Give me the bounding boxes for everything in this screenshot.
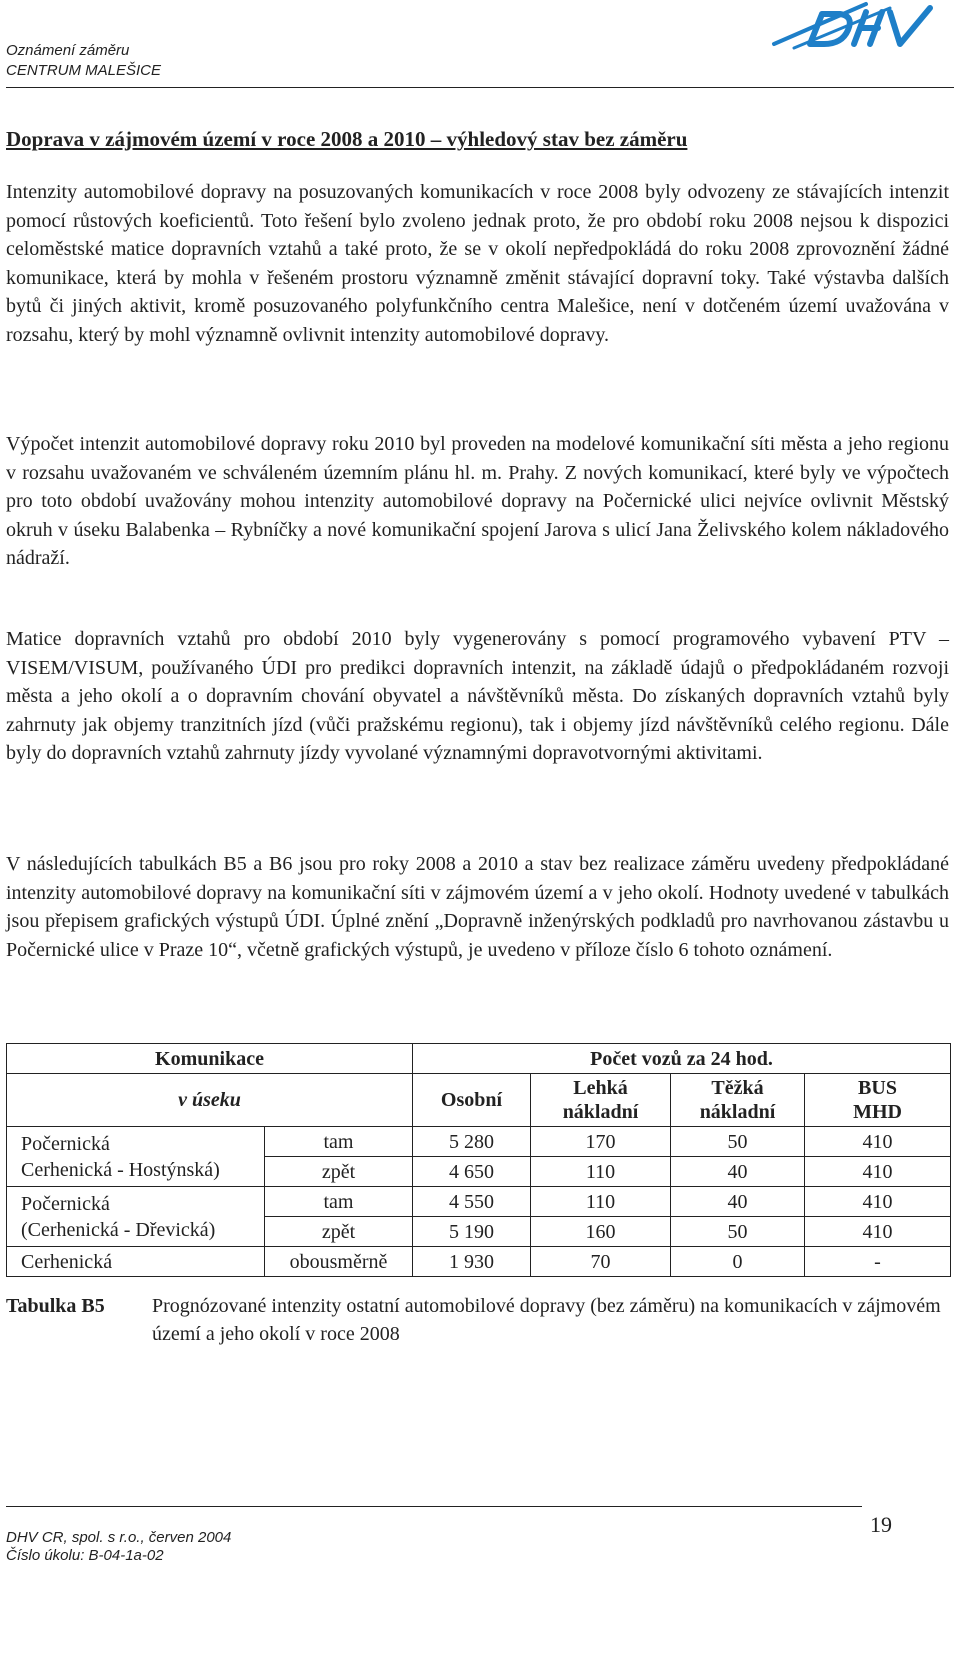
footer-text <box>6 1529 231 1565</box>
table-header-row-1 <box>7 1044 951 1074</box>
tezka-cell: 40 <box>671 1187 805 1217</box>
road-name-line2: (Cerhenická - Dřevická) <box>21 1218 216 1241</box>
footer-line-2: Číslo úkolu: B-04-1a-02 <box>6 1547 164 1564</box>
header-tezka-line1: Těžká <box>711 1077 764 1099</box>
header-bus <box>805 1074 951 1127</box>
paragraph-4: V následujících tabulkách B5 a B6 jsou pro roky 2008 a 2010 a stav bez realizace záměru uvedeny předpokládané intenzity automobilové dopravy na komunikační síti v zájmovém území a v jeho okolí. Hodnoty uvedené v tabulkách jsou přepisem grafických výstupů ÚDI. Úplné znění „Dopravně inženýrských podkladů pro navrhovanou zástavbu u Počernické ulice v Praze 10“, včetně grafických výstupů, je uvedeno v příloze číslo 6 tohoto oznámení. <box>6 853 949 961</box>
page-header <box>6 0 954 90</box>
tezka-cell: 40 <box>671 1157 805 1187</box>
road-name: Cerhenická <box>7 1247 265 1277</box>
lehka-cell: 110 <box>531 1187 671 1217</box>
lehka-cell: 160 <box>531 1217 671 1247</box>
caption-text: Prognózované intenzity ostatní automobilové dopravy (bez záměru) na komunikacích v zájmovém území a jeho okolí v roce 2008 <box>152 1295 941 1345</box>
direction-cell: obousměrně <box>265 1247 413 1277</box>
tezka-cell: 50 <box>671 1127 805 1157</box>
bus-cell: 410 <box>805 1127 951 1157</box>
table-row <box>7 1187 951 1217</box>
header-lehka <box>531 1074 671 1127</box>
footer-line-1: DHV CR, spol. s r.o., červen 2004 <box>6 1529 232 1546</box>
lehka-cell: 110 <box>531 1157 671 1187</box>
road-name-line1: Počernická <box>21 1132 110 1155</box>
osobni-cell: 4 550 <box>413 1187 531 1217</box>
header-v-useku: v úseku <box>7 1074 413 1127</box>
tezka-cell: 0 <box>671 1247 805 1277</box>
paragraph-1: Intenzity automobilové dopravy na posuzovaných komunikacích v roce 2008 byly odvozeny ze stávajících intenzit pomocí růstových koeficientů. Toto řešení bylo zvoleno jednak proto, že pro období roku 2008 nejsou k dispozici celoměstské matice dopravních vztahů a také proto, že se v okolí nepředpokládá do roku 2008 zprovoznění žádné komunikace, která by mohla v řešeném prostoru významně změnit stávající dopravní toky. Také výstavba dalších bytů či jiných aktivit, kromě posuzovaného polyfunkčního centra Malešice, není v dotčeném území uvažována v rozsahu, který by mohl významně ovlivnit intenzity automobilové dopravy. <box>6 181 949 346</box>
section-title: Doprava v zájmovém území v roce 2008 a 2010 – výhledový stav bez záměru <box>6 127 688 151</box>
header-text <box>6 41 161 81</box>
lehka-cell: 70 <box>531 1247 671 1277</box>
header-line-1: Oznámení záměru <box>6 42 130 59</box>
direction-cell: tam <box>265 1127 413 1157</box>
osobni-cell: 5 190 <box>413 1217 531 1247</box>
table-row <box>7 1127 951 1157</box>
header-line-2: CENTRUM MALEŠICE <box>6 62 162 79</box>
header-tezka <box>671 1074 805 1127</box>
header-bus-line1: BUS <box>858 1077 897 1099</box>
header-bus-line2: MHD <box>853 1101 902 1123</box>
header-osobni: Osobní <box>413 1074 531 1127</box>
direction-cell: zpět <box>265 1217 413 1247</box>
header-tezka-line2: nákladní <box>699 1101 776 1123</box>
road-name <box>7 1187 265 1247</box>
dhv-logo <box>770 0 946 52</box>
header-divider <box>6 87 954 88</box>
road-name-line1: Počernická <box>21 1192 110 1215</box>
bus-cell: 410 <box>805 1217 951 1247</box>
osobni-cell: 1 930 <box>413 1247 531 1277</box>
direction-cell: tam <box>265 1187 413 1217</box>
paragraph-3: Matice dopravních vztahů pro období 2010 byly vygenerovány s pomocí programového vybavení PTV – VISEM/VISUM, používaného ÚDI pro predikci dopravních intenzit, na základě údajů o předpokládaném rozvoji města a jeho okolí a o dopravním chování obyvatel a návštěvníků města. Do získaných dopravních vztahů byly zahrnuty jak objemy tranzitních jízd (vůči pražskému regionu), tak i objemy jízd návštěvníků celého regionu. Dále byly do dopravních vztahů zahrnuty jízdy vyvolané významnými dopravotvornými aktivitami. <box>6 628 949 764</box>
direction-cell: zpět <box>265 1157 413 1187</box>
osobni-cell: 4 650 <box>413 1157 531 1187</box>
page-number: 19 <box>870 1512 892 1537</box>
header-pocet: Počet vozů za 24 hod. <box>413 1044 951 1074</box>
bus-cell: - <box>805 1247 951 1277</box>
caption-label: Tabulka B5 <box>6 1295 105 1317</box>
header-lehka-line1: Lehká <box>573 1077 628 1099</box>
bus-cell: 410 <box>805 1157 951 1187</box>
osobni-cell: 5 280 <box>413 1127 531 1157</box>
lehka-cell: 170 <box>531 1127 671 1157</box>
table-row <box>7 1247 951 1277</box>
paragraph-2: Výpočet intenzit automobilové dopravy roku 2010 byl proveden na modelové komunikační síti města a jeho regionu v rozsahu uvažovaném ve schváleném územním plánu hl. m. Prahy. Z nových komunikací, které byly ve výpočtech pro toto období uvažovány mohou intenzity automobilové dopravy na Počernické ulici nejvíce ovlivnit Městský okruh v úseku Balabenka – Rybníčky a nové komunikační spojení Jarova s ulicí Jana Želivského kolem nákladového nádraží. <box>6 433 949 569</box>
tezka-cell: 50 <box>671 1217 805 1247</box>
road-name <box>7 1127 265 1187</box>
header-lehka-line2: nákladní <box>562 1101 639 1123</box>
header-komunikace: Komunikace <box>7 1044 413 1074</box>
footer-divider <box>6 1506 862 1507</box>
table-header-row-2 <box>7 1074 951 1127</box>
bus-cell: 410 <box>805 1187 951 1217</box>
traffic-table <box>6 1043 951 1277</box>
road-name-line2: Cerhenická - Hostýnská) <box>21 1158 220 1181</box>
